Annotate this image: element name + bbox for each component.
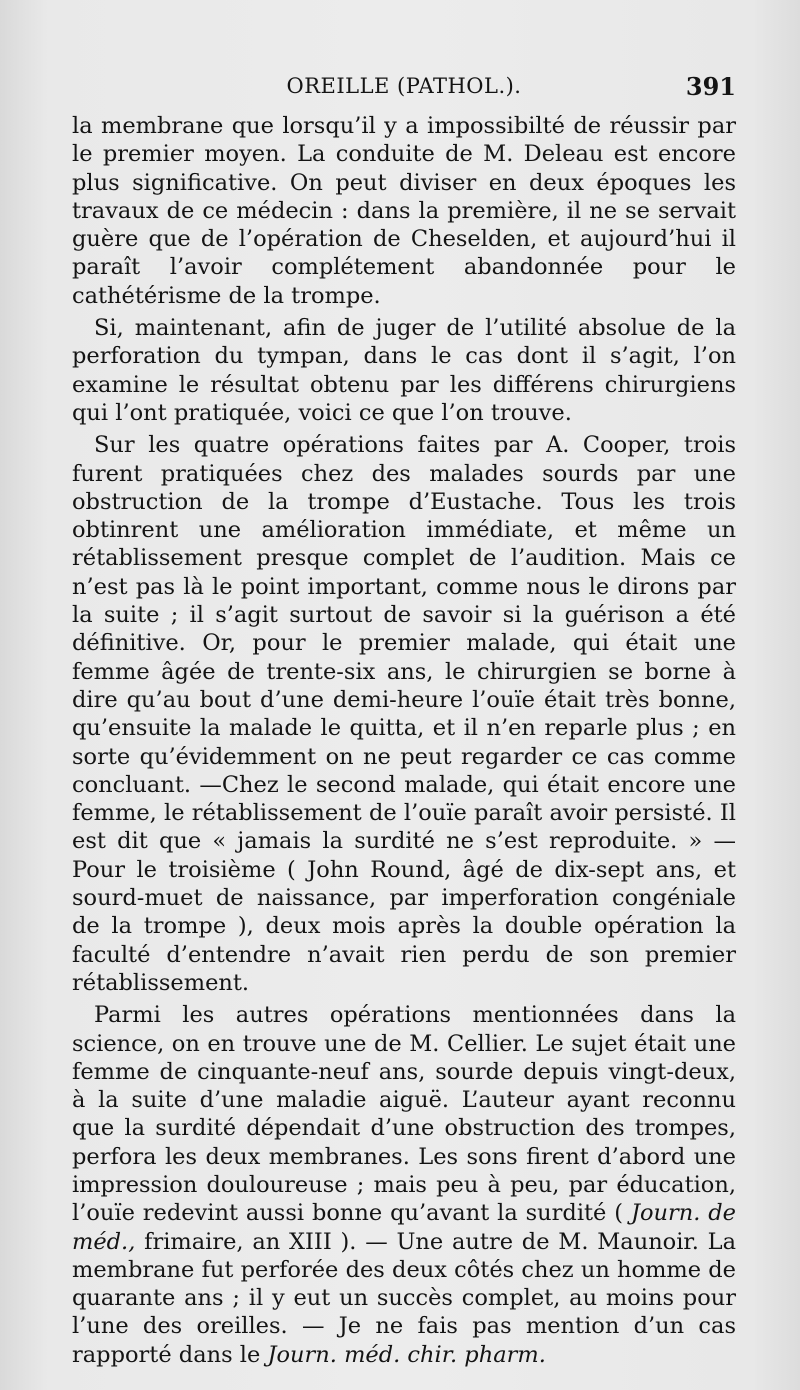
- paragraph-3: [72, 431, 736, 997]
- page-number: 391: [685, 72, 736, 101]
- text-segment: la membrane que lorsqu’il y a impossibilté de réussir par le premier moyen. La conduite de M. Deleau est encore plus significative. On peut diviser en deux époques les travaux de ce médecin : dans la première, il ne se servait guère que de l’opération de Cheselden, et aujourd’hui il paraît l’avoir complétement abandonnée pour le cathétérisme de la trompe.: [72, 113, 736, 309]
- text-segment: Si, maintenant, afin de juger de l’utilité absolue de la perforation du tympan, dans le cas dont il s’agit, l’on examine le résultat obtenu par les différens chirurgiens qui l’ont pratiquée, voici ce que l’on trouve.: [72, 315, 736, 426]
- paragraph-2: [72, 314, 736, 427]
- body-text: [72, 112, 736, 1369]
- text-segment: Parmi les autres opérations mentionnées dans la science, on en trouve une de M. Cellier. Le sujet était une femme de cinquante-neuf ans, sourde depuis vingt-deux, à la suite d’une maladie aiguë. L’auteur ayant reconnu que la surdité dépendait d’une obstruction des trompes, perfora les deux membranes. Les sons firent d’abord une impression douloureuse ; mais peu à peu, par éducation, l’ouïe redevint aussi bonne qu’avant la surdité (: [72, 1002, 736, 1227]
- text-segment: Sur les quatre opérations faites par A. Cooper, trois furent pratiquées chez des malades sourds par une obstruction de la trompe d’Eustache. Tous les trois obtinrent une amélioration immédiate, et même un rétablissement presque complet de l’audition. Mais ce n’est pas là le point important, comme nous le dirons par la suite ; il s’agit surtout de savoir si la guérison a été définitive. Or, pour le premier malade, qui était une femme âgée de trente-six ans, le chirurgien se borne à dire qu’au bout d’une demi-heure l’ouïe était très bonne, qu’ensuite la malade le quitta, et il n’en reparle plus ; en sorte qu’évidemment on ne peut regarder ce cas comme concluant. —Chez le second malade, qui était encore une femme, le rétablissement de l’ouïe paraît avoir persisté. Il est dit que « jamais la surdité ne s’est reproduite. » — Pour le troisième ( John Round, âgé de dix-sept ans, et sourd-muet de naissance, par imperforation congéniale de la trompe ), deux mois après la double opération la faculté d’entendre n’avait rien perdu de son premier rétablissement.: [72, 432, 736, 996]
- paragraph-1: [72, 112, 736, 310]
- running-head: OREILLE (PATHOL.).: [286, 74, 522, 98]
- text-segment: frimaire, an XIII ). — Une autre de M. Maunoir. La membrane fut perforée des deux côtés chez un homme de quarante ans ; il y eut un succès complet, au moins pour l’une des oreilles. — Je ne fais pas mention d’un cas rapporté dans le: [72, 1228, 736, 1368]
- journal-citation: Journ. de méd.,: [72, 1200, 736, 1255]
- journal-citation: Journ. méd. chir. pharm.: [267, 1341, 546, 1368]
- paragraph-4: [72, 1001, 736, 1369]
- page-header: [72, 70, 736, 110]
